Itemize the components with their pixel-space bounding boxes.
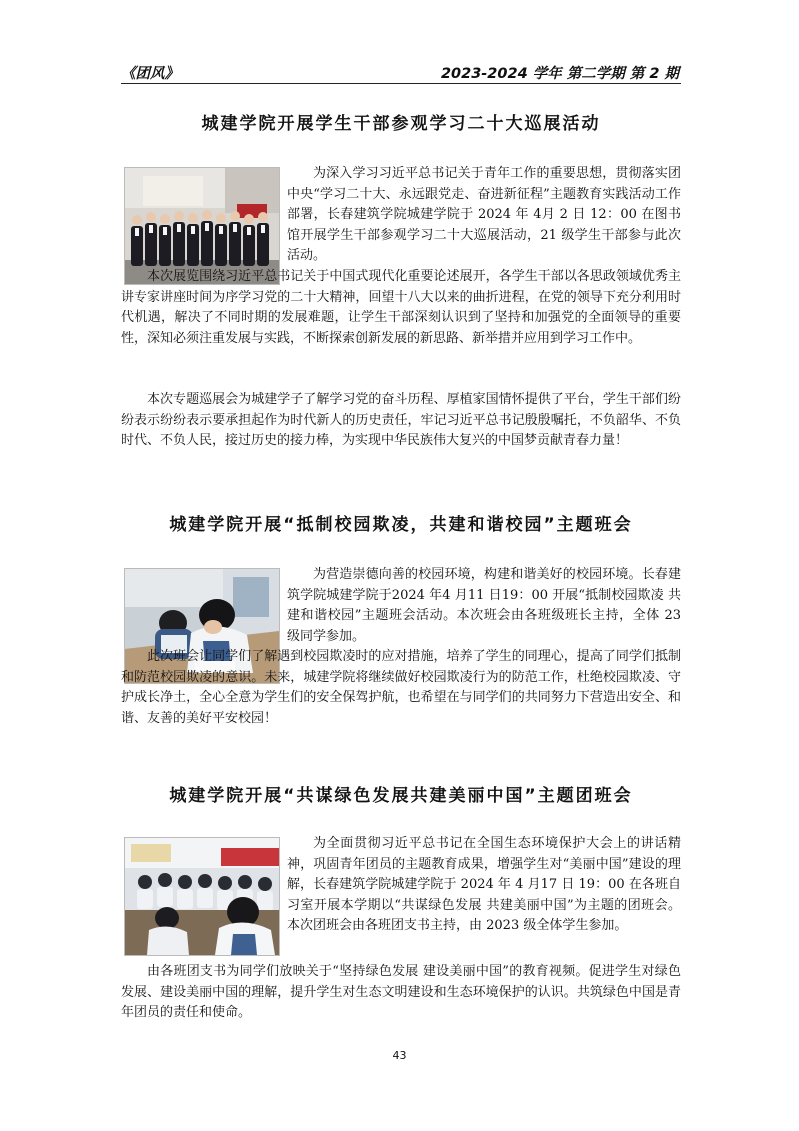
article-1-title: 城建学院开展学生干部参观学习二十大巡展活动 <box>201 114 601 134</box>
article-3-intro: 为全面贯彻习近平总书记在全国生态环境保护大会上的讲话精神，巩固青年团员的主题教育成果，增强学生对“美丽中国”建设的理解，长春建筑学院城建学院于 2024 年 4 月17 日 19：00 在各班自习室开展本学期以“共谋绿色发展 共建美丽中国”为主题的团班会。本次团班会由各班团支书主持，由 2023 级全体学生参加。 <box>287 836 681 933</box>
issue-info: 2023-2024 学年 第二学期 第 2 期 <box>440 66 679 82</box>
header-divider <box>121 83 681 84</box>
article-3-paragraph-1: 由各班团支书为同学们放映关于“坚持绿色发展 建设美丽中国”的教育视频。促进学生对绿色发展、建设美丽中国的理解，提升学生对生态文明建设和生态环境保护的认识。共筑绿色中国是青年团员的责任和使命。 <box>121 964 681 1020</box>
article-2-intro: 为营造崇德向善的校园环境，构建和谐美好的校园环境。长春建筑学院城建学院于2024 年4 月11 日19：00 开展“抵制校园欺凌 共建和谐校园”主题班会活动。本次班会由各班级班长主持，全体 23 级同学参加。 <box>287 567 681 644</box>
article-1-intro: 为深入学习习近平总书记关于青年工作的重要思想，贯彻落实团中央“学习二十大、永远跟党走、奋进新征程”主题教育实践活动工作部署，长春建筑学院城建学院于 2024 年 4月 2 日 12：00 在图书馆开展学生干部参观学习二十大巡展活动，21 级学生干部参与此次活动。 <box>287 166 681 263</box>
article-3-photo <box>124 837 280 956</box>
article-2-title: 城建学院开展“抵制校园欺凌，共建和谐校园”主题班会 <box>169 515 633 535</box>
page-header <box>121 60 679 84</box>
article-3-title: 城建学院开展“共谋绿色发展共建美丽中国”主题团班会 <box>169 786 633 806</box>
article-1-paragraph-2: 本次专题巡展会为城建学子了解学习党的奋斗历程、厚植家国情怀提供了平台，学生干部们纷纷表示纷纷表示要承担起作为时代新人的历史责任，牢记习近平总书记殷殷嘱托，不负韶华、不负时代、不负人民，接过历史的接力棒，为实现中华民族伟大复兴的中国梦贡献青春力量！ <box>121 392 681 448</box>
article-1-paragraph-1: 本次展览围绕习近平总书记关于中国式现代化重要论述展开，各学生干部以各思政领域优秀主讲专家讲座时间为序学习党的二十大精神，回望十八大以来的曲折进程，在党的领导下充分利用时代机遇，解决了不同时期的发展难题，让学生干部深刻认识到了坚持和加强党的全面领导的重要性，深知必须注重发展与实践，不断探索创新发展的新思路、新举措并应用到学习工作中。 <box>121 269 681 346</box>
article-2-paragraph-1: 此次班会让同学们了解遇到校园欺凌时的应对措施，培养了学生的同理心，提高了同学们抵制和防范校园欺凌的意识。未来，城建学院将继续做好校园欺凌行为的防范工作，杜绝校园欺凌、守护成长净土，全心全意为学生们的安全保驾护航，也希望在与同学们的共同努力下营造出安全、和谐、友善的美好平安校园！ <box>121 649 681 726</box>
page-number: 43 <box>392 1049 407 1062</box>
publication-name: 《团风》 <box>121 66 179 82</box>
